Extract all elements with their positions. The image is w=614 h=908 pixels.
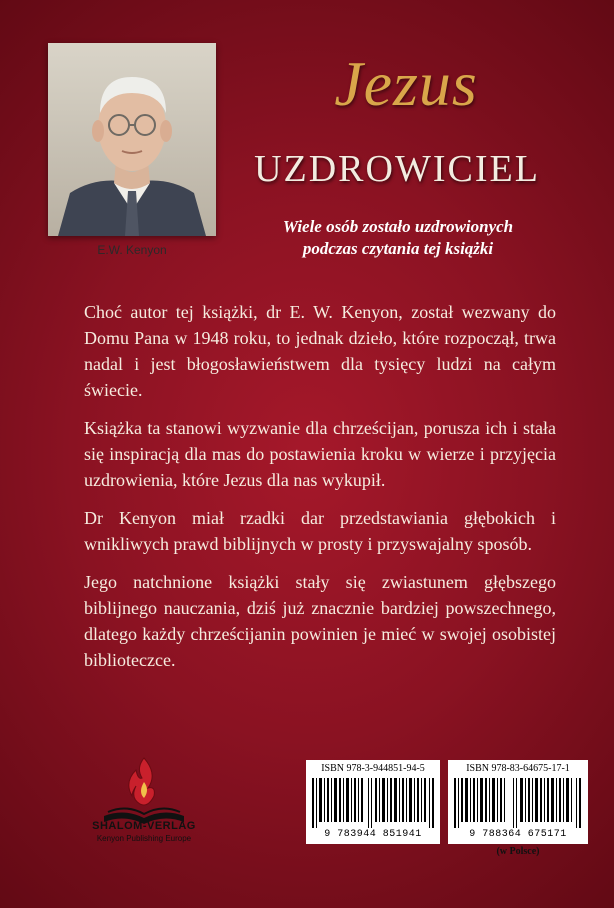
isbn-label: ISBN 978-83-64675-17-1 bbox=[466, 763, 570, 774]
subtitle bbox=[228, 216, 568, 260]
publisher-subtitle: Kenyon Publishing Europe bbox=[96, 834, 192, 843]
barcode-bars bbox=[312, 778, 434, 828]
barcode-number: 9 788364 675171 bbox=[469, 829, 567, 840]
subtitle-line-2: podczas czytania tej książki bbox=[302, 239, 494, 258]
isbn-label: ISBN 978-3-944851-94-5 bbox=[321, 763, 425, 774]
barcode-pl bbox=[448, 760, 588, 844]
author-portrait bbox=[48, 43, 216, 236]
barcode-note: (w Polsce) bbox=[496, 846, 540, 857]
barcode-bars bbox=[454, 778, 582, 828]
blurb-paragraph: Książka ta stanowi wyzwanie dla chrześcijan, porusza ich i stała się inspiracją dla mas do postawienia kroku w wierze i przyjęcia uzdrowienia, które Jezus dla nas wykupił. bbox=[84, 418, 556, 490]
subtitle-line-1: Wiele osób zostało uzdrowionych bbox=[282, 217, 514, 236]
blurb-paragraph: Choć autor tej książki, dr E. W. Kenyon, został wezwany do Domu Pana w 1948 roku, to jednak dzieło, które rozpoczął, trwa nadal i jest błogosławieństwem dla tysięcy ludzi na całym świecie. bbox=[84, 302, 556, 400]
book-title-uzdrowiciel: UZDROWICIEL bbox=[254, 148, 540, 190]
portrait-caption: E.W. Kenyon bbox=[97, 243, 167, 257]
book-title-jezus: Jezus bbox=[334, 48, 478, 119]
blurb bbox=[84, 299, 556, 685]
author-photo bbox=[48, 43, 216, 236]
barcode-number: 9 783944 851941 bbox=[324, 829, 422, 840]
barcode-de bbox=[306, 760, 440, 844]
publisher-name: SHALOM-VERLAG bbox=[92, 820, 196, 832]
blurb-paragraph: Dr Kenyon miał rzadki dar przedstawiania głębokich i wnikliwych prawd biblijnych w prosty i przyswajalny sposób. bbox=[84, 508, 556, 554]
blurb-paragraph: Jego natchnione książki stały się zwiastunem głębszego biblijnego nauczania, dziś już znacznie bardziej powszechnego, dlatego każdy chrześcijanin powinien je mieć w swojej osobistej biblioteczce. bbox=[84, 572, 556, 670]
